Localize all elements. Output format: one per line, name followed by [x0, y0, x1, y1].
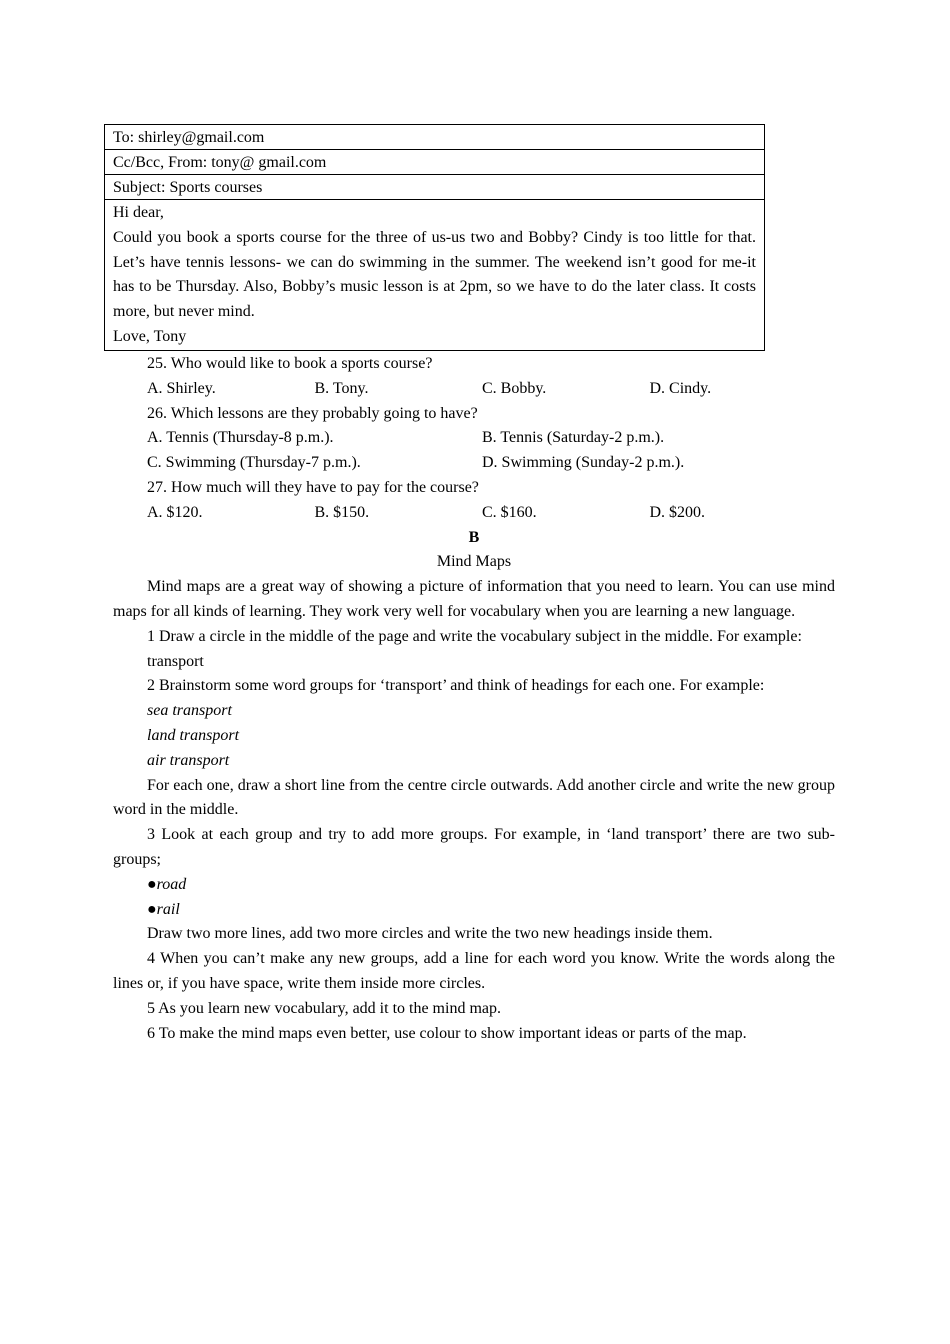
bullet-text: rail: [156, 900, 180, 918]
question-26-options-row1: [113, 426, 835, 451]
option-d: D. Cindy.: [649, 379, 712, 397]
option-b: B. Tennis (Saturday-2 p.m.).: [482, 429, 665, 447]
passage-intro: Mind maps are a great way of showing a picture of information that you need to learn. You can use mind maps for all kinds of learning. They work very well for vocabulary when you are learning a new language.: [113, 578, 835, 620]
section-label: B: [468, 528, 480, 546]
step-2-note: For each one, draw a short line from the centre circle outwards. Add another circle and write the new group word in the middle.: [113, 776, 835, 819]
email-subject: Subject: Sports courses: [105, 175, 764, 200]
step-1-example: transport: [147, 652, 204, 670]
email-body: [105, 200, 764, 350]
step-1: 1 Draw a circle in the middle of the page and write the vocabulary subject in the middle. For example:: [147, 627, 802, 645]
step-3-example: [113, 898, 835, 923]
passage-title: Mind Maps: [436, 553, 512, 571]
step-2: 2 Brainstorm some word groups for ‘transport’ and think of headings for each one. For example:: [147, 677, 765, 695]
bullet-icon: ●: [147, 900, 157, 918]
email-greeting: Hi dear,: [113, 204, 164, 221]
option-b: B. Tony.: [314, 379, 369, 397]
step-3: 3 Look at each group and try to add more groups. For example, in ‘land transport’ there are two sub-groups;: [113, 826, 835, 868]
step-4: 4 When you can’t make any new groups, add a line for each word you know. Write the words along the lines or, if you have space, write them inside more circles.: [113, 950, 835, 992]
option-d: D. Swimming (Sunday-2 p.m.).: [482, 454, 685, 472]
option-a: A. Tennis (Thursday-8 p.m.).: [147, 429, 334, 447]
bullet-text: road: [156, 875, 187, 893]
step-2-example: sea transport: [147, 702, 232, 720]
option-c: C. $160.: [482, 503, 537, 521]
email-box: [104, 124, 765, 351]
option-b: B. $150.: [314, 503, 370, 521]
question-27-options: [113, 501, 835, 526]
question-25-options: [113, 377, 835, 402]
question-26-options-row2: [113, 451, 835, 476]
main-content: [113, 352, 835, 1046]
option-c: C. Swimming (Thursday-7 p.m.).: [147, 454, 361, 472]
question-26-stem: 26. Which lessons are they probably going to have?: [147, 404, 478, 422]
step-2-example: air transport: [147, 751, 230, 769]
step-6: 6 To make the mind maps even better, use colour to show important ideas or parts of the map.: [147, 1024, 747, 1042]
option-c: C. Bobby.: [482, 379, 547, 397]
question-27-stem: 27. How much will they have to pay for the course?: [147, 478, 479, 496]
email-closing: Love, Tony: [113, 327, 187, 345]
option-d: D. $200.: [649, 503, 706, 521]
email-message: Could you book a sports course for the three of us-us two and Bobby? Cindy is too little for that. Let’s have tennis lessons- we can do swimming in the summer. The weekend isn’t good for me-it has to be Thursday. Also, Bobby’s music lesson is at 2pm, so we have to do the later class. It costs more, but never mind.: [113, 228, 756, 321]
option-a: A. Shirley.: [147, 379, 216, 397]
step-3-example: [113, 873, 835, 898]
email-cc-from: Cc/Bcc, From: tony@ gmail.com: [105, 150, 764, 175]
step-3-note: Draw two more lines, add two more circles and write the two new headings inside them.: [147, 925, 713, 943]
step-2-example: land transport: [147, 726, 240, 744]
bullet-icon: ●: [147, 875, 157, 893]
option-a: A. $120.: [147, 503, 203, 521]
email-to: To: shirley@gmail.com: [105, 125, 764, 150]
question-25-stem: 25. Who would like to book a sports course?: [147, 355, 433, 372]
step-5: 5 As you learn new vocabulary, add it to the mind map.: [147, 999, 501, 1017]
